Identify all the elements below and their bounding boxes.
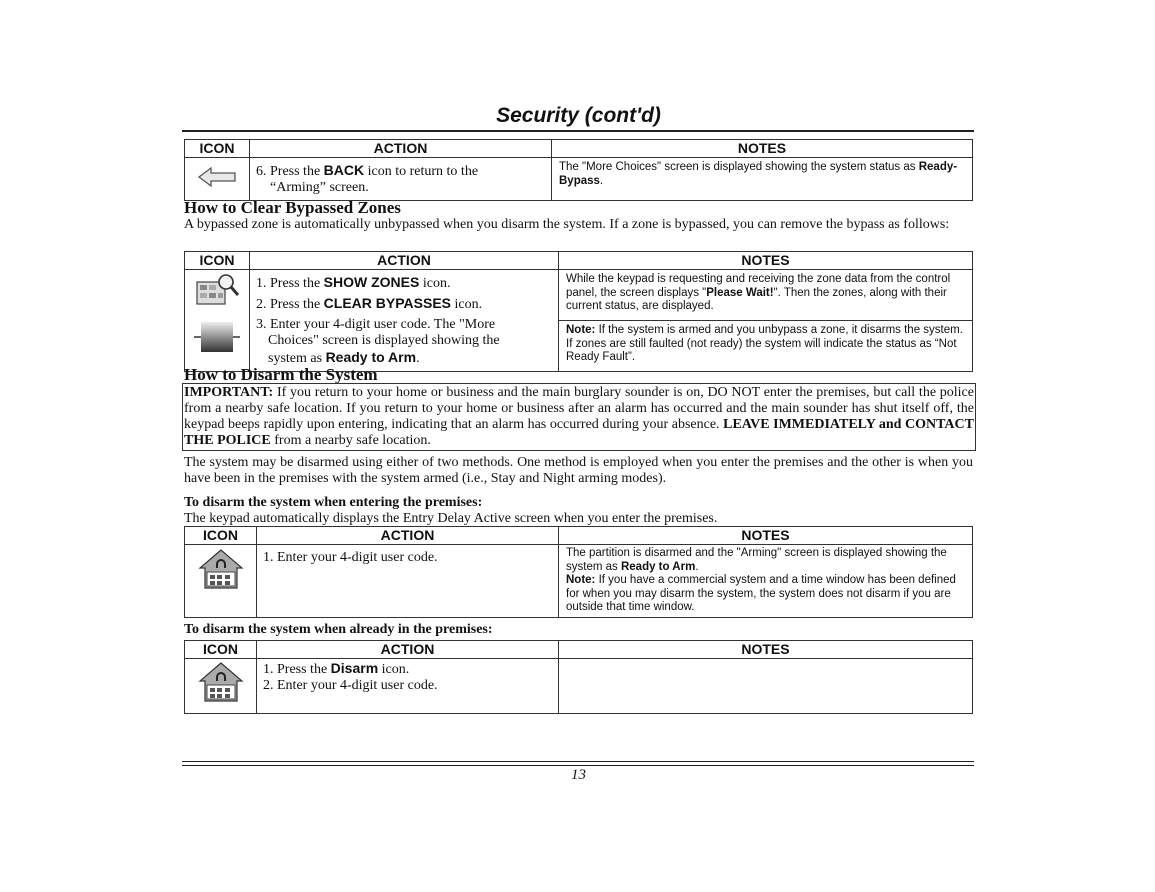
col-notes: NOTES bbox=[552, 140, 973, 158]
step-text: 2. Press the bbox=[256, 297, 324, 312]
icon-cell bbox=[185, 659, 257, 714]
note-text: . bbox=[695, 560, 699, 573]
col-notes: NOTES bbox=[559, 527, 973, 545]
notes-cell bbox=[552, 158, 973, 201]
col-action: ACTION bbox=[250, 140, 552, 158]
disarm-paragraph: The system may be disarmed using either of two methods. One method is employed when you enter the premises and the other is when you have been in the premises with the system armed (i.e., Stay and Night arming modes). bbox=[184, 455, 973, 486]
important-bold: LEAVE IMMEDIATELY and CONTACT THE POLICE bbox=[184, 417, 974, 448]
note-bold: Ready to Arm bbox=[620, 560, 696, 573]
note-bold: Ready-Bypass bbox=[559, 161, 958, 187]
important-text: from a nearby safe location. bbox=[270, 433, 431, 448]
notes-cell bbox=[559, 270, 973, 321]
step-text: icon. bbox=[419, 276, 451, 291]
action-text: “Arming” screen. bbox=[270, 180, 369, 195]
back-label: BACK bbox=[323, 162, 365, 178]
icon-cell bbox=[185, 545, 257, 618]
note-text: The partition is disarmed and the "Arming" screen is displayed showing the system as bbox=[566, 547, 947, 573]
col-icon: ICON bbox=[185, 527, 257, 545]
note-text: While the keypad is requesting and receiving the zone data from the control panel, the screen displays " bbox=[566, 273, 951, 299]
action-cell bbox=[257, 659, 559, 714]
show-zones-icon[interactable] bbox=[194, 272, 240, 308]
important-box bbox=[182, 383, 976, 451]
action-cell bbox=[250, 270, 559, 372]
page-title: Security (cont'd) bbox=[496, 104, 661, 127]
step-text: 2. Enter your 4-digit user code. bbox=[263, 678, 438, 693]
ready-label: Ready to Arm bbox=[325, 349, 417, 365]
back-table bbox=[184, 139, 973, 201]
important-text: If you return to your home or business and the main burglary sounder is on, DO NOT enter the premises, but call the police from a nearby safe location. If you return to your home or business after an alarm has occurred and the main sounder has shut itself off, the keypad beeps rapidly upon entering, indicating that an alarm has occurred during your absence. bbox=[184, 385, 974, 432]
col-action: ACTION bbox=[250, 252, 559, 270]
note-text: If you have a commercial system and a time window has been defined for when you may disarm the system, the system does not disarm if you are outside that time window. bbox=[566, 574, 956, 613]
entering-heading: To disarm the system when entering the premises: bbox=[184, 495, 483, 510]
step-text: icon. bbox=[378, 662, 410, 677]
action-cell: 1. Enter your 4-digit user code. bbox=[257, 545, 559, 618]
col-notes: NOTES bbox=[559, 252, 973, 270]
note-text: The "More Choices" screen is displayed showing the system status as bbox=[559, 161, 919, 173]
disarm-label: Disarm bbox=[330, 660, 379, 676]
notes-cell bbox=[559, 659, 973, 714]
note-text: If the system is armed and you unbypass a zone, it disarms the system. If zones are still faulted (not ready) the system will indicate the status as “Not Ready Fault”. bbox=[566, 324, 963, 363]
note-bold: Note: bbox=[566, 324, 596, 336]
step-text: icon. bbox=[451, 297, 483, 312]
col-notes: NOTES bbox=[559, 641, 973, 659]
col-icon: ICON bbox=[185, 252, 250, 270]
note-text: . bbox=[599, 174, 604, 187]
clear-bypasses-label: CLEAR BYPASSES bbox=[323, 295, 451, 311]
notes-cell bbox=[559, 321, 973, 372]
step-text: . bbox=[416, 351, 420, 366]
footer-rule bbox=[182, 761, 974, 766]
already-table bbox=[184, 640, 973, 714]
icon-cell bbox=[185, 158, 250, 201]
disarm-house-icon[interactable] bbox=[198, 548, 244, 590]
col-icon: ICON bbox=[185, 140, 250, 158]
note-bold: Note: bbox=[566, 574, 596, 586]
step-text: Choices" screen is displayed showing the bbox=[268, 333, 500, 348]
clear-bypasses-icon[interactable] bbox=[193, 320, 241, 354]
section-heading-clear: How to Clear Bypassed Zones bbox=[184, 198, 401, 217]
disarm-house-icon-2[interactable] bbox=[198, 661, 244, 703]
note-text: ". Then the zones, along with their current status, are displayed. bbox=[566, 286, 947, 312]
clear-table bbox=[184, 251, 973, 372]
col-action: ACTION bbox=[257, 641, 559, 659]
action-text: icon to return to the bbox=[364, 164, 479, 179]
title-rule bbox=[182, 130, 974, 132]
step-text: 3. Enter your 4-digit user code. The "More bbox=[256, 317, 496, 332]
col-action: ACTION bbox=[257, 527, 559, 545]
show-zones-label: SHOW ZONES bbox=[323, 274, 420, 290]
action-cell bbox=[250, 158, 552, 201]
page-number: 13 bbox=[571, 767, 586, 783]
clear-intro: A bypassed zone is automatically unbypassed when you disarm the system. If a zone is bypassed, you can remove the bypass as follows: bbox=[184, 217, 950, 232]
section-heading-disarm: How to Disarm the System bbox=[184, 365, 378, 384]
already-heading: To disarm the system when already in the premises: bbox=[184, 622, 493, 637]
note-bold: Please Wait! bbox=[706, 286, 774, 299]
step-text: system as bbox=[268, 351, 326, 366]
action-text: 6. Press the bbox=[256, 164, 324, 179]
step-text: 1. Press the bbox=[263, 662, 331, 677]
col-icon: ICON bbox=[185, 641, 257, 659]
step-text: 1. Press the bbox=[256, 276, 324, 291]
entering-table bbox=[184, 526, 973, 618]
icon-cell bbox=[185, 270, 250, 372]
entering-text: The keypad automatically displays the Entry Delay Active screen when you enter the premises. bbox=[184, 511, 718, 526]
notes-cell bbox=[559, 545, 973, 618]
back-arrow-icon[interactable] bbox=[197, 165, 237, 189]
important-label: IMPORTANT: bbox=[184, 385, 274, 400]
